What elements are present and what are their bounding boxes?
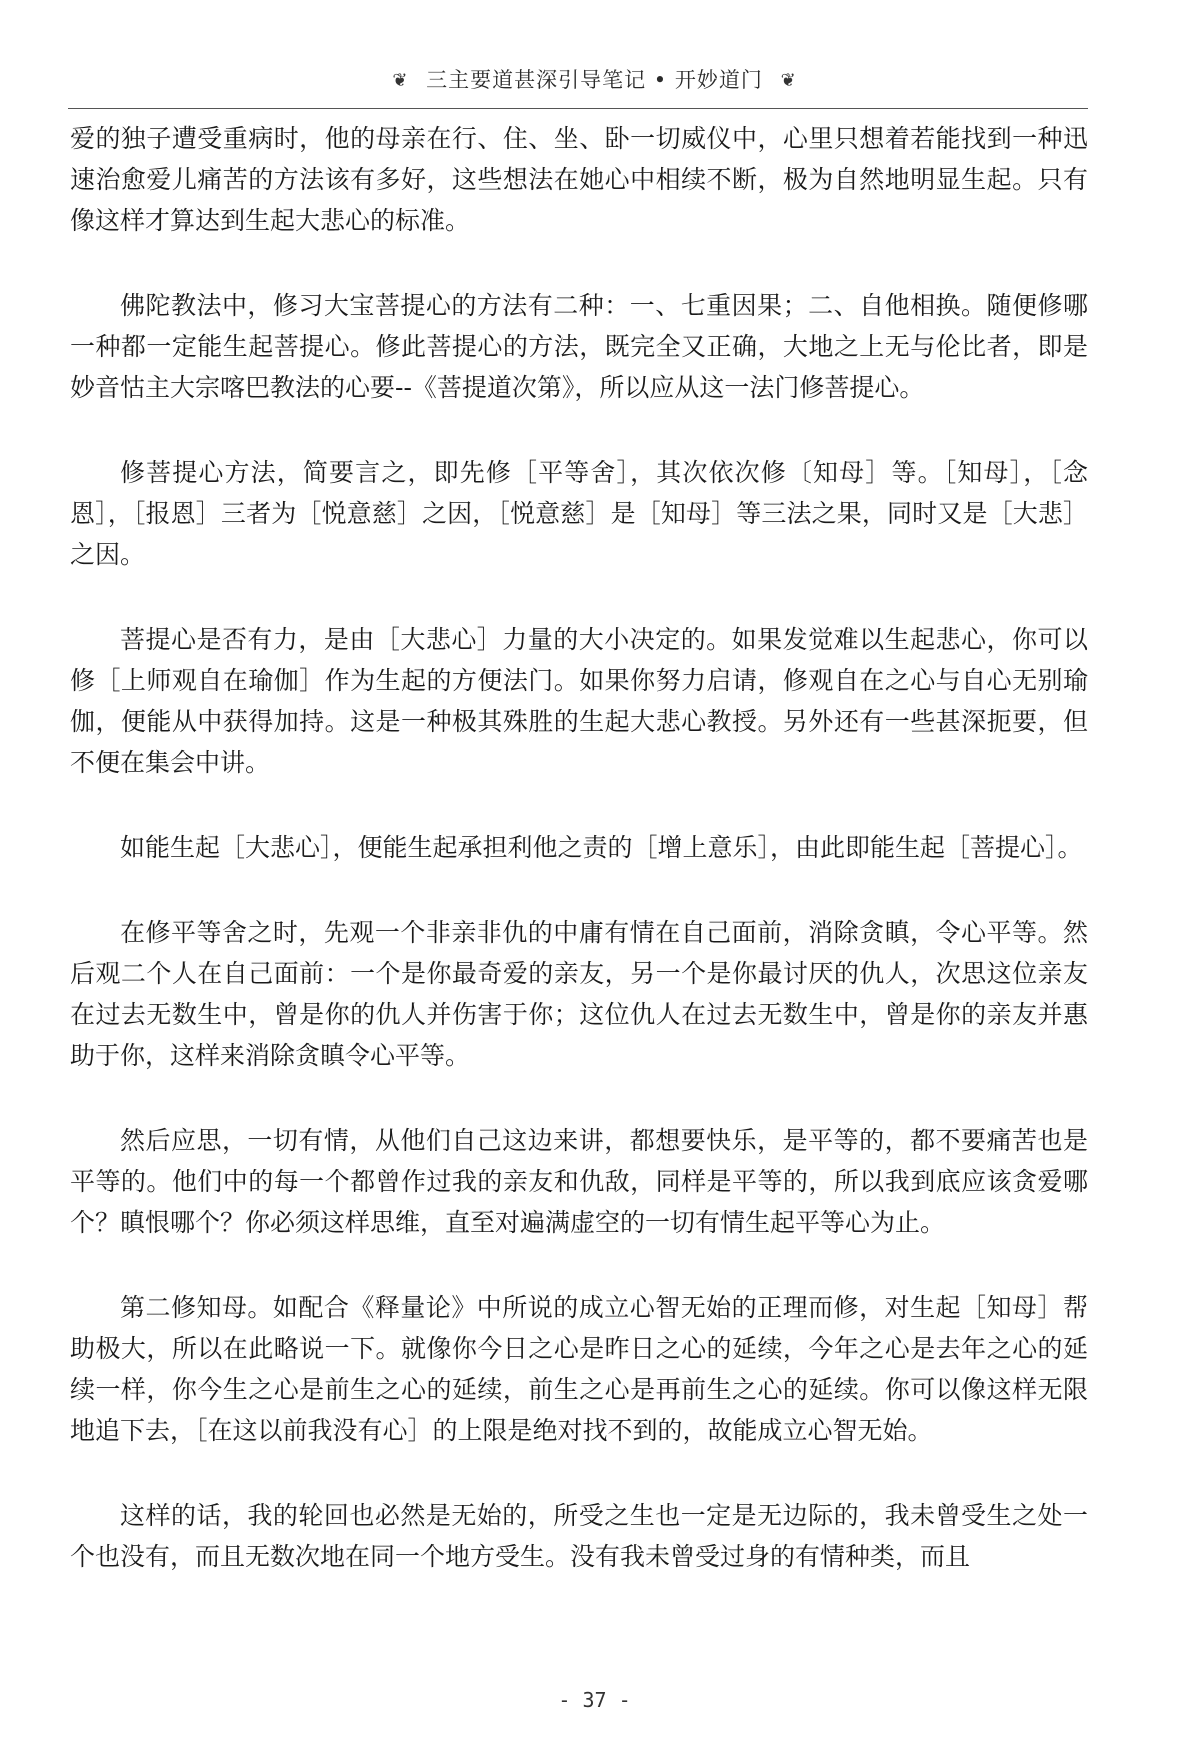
page-number: - 37 - bbox=[558, 1688, 631, 1712]
paragraph: 菩提心是否有力，是由［大悲心］力量的大小决定的。如果发觉难以生起悲心，你可以修［上师观自在瑜伽］作为生起的方便法门。如果你努力启请，修观自在之心与自心无别瑜伽，便能从中获得加持。这是一种极其殊胜的生起大悲心教授。另外还有一些甚深扼要，但不便在集会中讲。 bbox=[70, 625, 1088, 777]
paragraph: 佛陀教法中，修习大宝菩提心的方法有二种：一、七重因果；二、自他相换。随便修哪一种都一定能生起菩提心。修此菩提心的方法，既完全又正确，大地之上无与伦比者，即是妙音怙主大宗喀巴教法的心要--《菩提道次第》，所以应从这一法门修菩提心。 bbox=[70, 291, 1088, 402]
right-ornament-icon: ❦ bbox=[780, 70, 797, 91]
paragraph: 这样的话，我的轮回也必然是无始的，所受之生也一定是无边际的，我未曾受生之处一个也没有，而且无数次地在同一个地方受生。没有我未曾受过身的有情种类，而且 bbox=[70, 1501, 1088, 1571]
paragraph: 第二修知母。如配合《释量论》中所说的成立心智无始的正理而修，对生起［知母］帮助极大，所以在此略说一下。就像你今日之心是昨日之心的延续，今年之心是去年之心的延续一样，你今生之心是前生之心的延续，前生之心是再前生之心的延续。你可以像这样无限地追下去，［在这以前我没有心］的上限是绝对找不到的，故能成立心智无始。 bbox=[70, 1293, 1088, 1445]
paragraph: 修菩提心方法，简要言之，即先修［平等舍］，其次依次修〔知母］等。［知母］，［念恩］，［报恩］三者为［悦意慈］之因，［悦意慈］是［知母］等三法之果，同时又是［大悲］之因。 bbox=[70, 458, 1088, 569]
left-ornament-icon: ❦ bbox=[392, 70, 409, 91]
paragraph: 然后应思，一切有情，从他们自己这边来讲，都想要快乐，是平等的，都不要痛苦也是平等的。他们中的每一个都曾作过我的亲友和仇敌，同样是平等的，所以我到底应该贪爱哪个？瞋恨哪个？你必须这样思维，直至对遍满虚空的一切有情生起平等心为止。 bbox=[70, 1126, 1088, 1237]
running-header-title: 三主要道甚深引导笔记 • 开妙道门 bbox=[426, 68, 763, 92]
paragraph: 在修平等舍之时，先观一个非亲非仇的中庸有情在自己面前，消除贪瞋，令心平等。然后观二个人在自己面前：一个是你最奇爱的亲友，另一个是你最讨厌的仇人，次思这位亲友在过去无数生中，曾是你的仇人并伤害于你；这位仇人在过去无数生中，曾是你的亲友并惠助于你，这样来消除贪瞋令心平等。 bbox=[70, 918, 1088, 1070]
running-header bbox=[0, 64, 1189, 104]
paragraph: 如能生起［大悲心］，便能生起承担利他之责的［增上意乐］，由此即能生起［菩提心］。 bbox=[120, 833, 1083, 862]
paragraph: 爱的独子遭受重病时，他的母亲在行、住、坐、卧一切威仪中，心里只想着若能找到一种迅速治愈爱儿痛苦的方法该有多好，这些想法在她心中相续不断，极为自然地明显生起。只有像这样才算达到生起大悲心的标准。 bbox=[70, 124, 1088, 235]
header-rule bbox=[68, 108, 1088, 109]
page-body bbox=[70, 118, 1088, 1577]
